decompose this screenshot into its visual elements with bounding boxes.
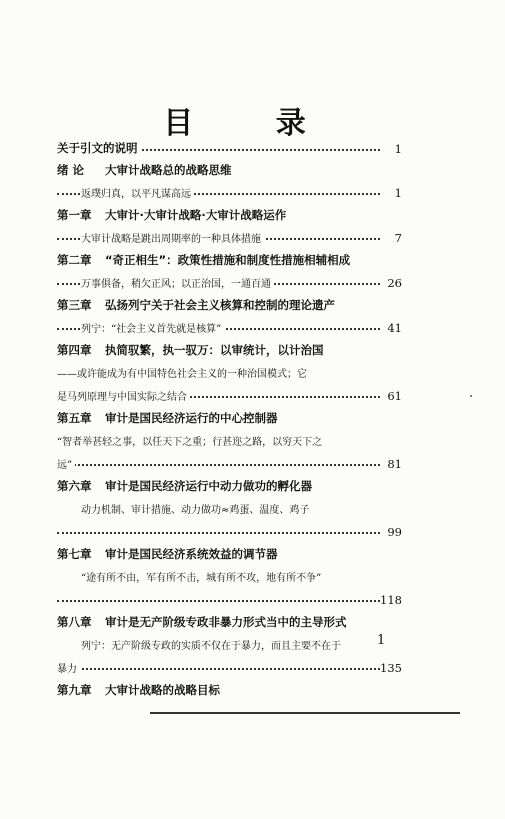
toc-heading [57,410,278,426]
footer-rule [150,712,460,714]
chapter-title: 审计是国民经济系统效益的调节器 [105,547,278,561]
chapter-number: 第五章 [57,411,92,425]
toc-entry[interactable] [57,272,402,293]
toc-entry[interactable] [57,138,402,158]
chapter-title: 执简驭繁，执一驭万：以审统计，以计治国 [105,343,324,357]
page-number: 99 [387,525,402,539]
entry-subtitle: ——或许能成为有中国特色社会主义的一种治国模式；它 [57,365,310,380]
entry-subtitle: 列宁：“社会主义首先就是核算” [81,320,224,335]
toc-heading [57,478,312,494]
toc-entry[interactable] [57,612,402,632]
toc-heading [57,252,350,268]
toc-entry[interactable] [57,566,402,587]
toc-entry[interactable] [57,476,402,496]
chapter-title: “奇正相生”：政策性措施和制度性措施相辅相成 [105,253,351,267]
page-number: 61 [387,389,402,403]
chapter-number: 关于引文的说明 [57,140,142,156]
chapter-title: 大审计·大审计战略·大审计战略运作 [105,208,287,222]
toc-entry[interactable] [57,521,402,542]
toc-heading [57,140,142,156]
toc-entry[interactable] [57,385,402,406]
leader-dots [57,464,380,466]
entry-subtitle: 返璞归真，以平凡谋高远 [81,185,194,200]
chapter-number: 第四章 [57,343,92,357]
toc-heading [57,342,324,358]
chapter-title: 审计是无产阶级专政非暴力形式当中的主导形式 [105,615,347,629]
entry-subtitle: 远” [57,456,75,471]
chapter-number: 第一章 [57,208,92,222]
chapter-number: 第六章 [57,479,92,493]
toc-entry[interactable] [57,205,402,225]
toc-entry[interactable] [57,250,402,270]
entry-subtitle: 是马列原理与中国实际之结合 [57,388,190,403]
toc-entry[interactable] [57,544,402,564]
entry-subtitle: “智者举甚轻之事，以任天下之重；行甚迩之路，以穷天下之 [57,433,325,448]
page-number: 135 [380,661,402,675]
entry-subtitle: 动力机制、审计措施、动力做功≈鸡蛋、温度、鸡子 [81,501,312,516]
entry-subtitle: 列宁：无产阶级专政的实质不仅在于暴力，而且主要不在于 [81,637,344,652]
entry-subtitle: 万事俱备，稍欠正风；以正治国，一通百通 [81,275,274,290]
chapter-number: 第九章 [57,683,92,697]
toc-heading [57,207,286,223]
toc-entry[interactable] [57,362,402,383]
toc-entry[interactable] [57,408,402,428]
toc-entry[interactable] [57,589,402,610]
entry-subtitle: “途有所不由，军有所不击，城有所不攻，地有所不争” [81,569,324,584]
chapter-number: 第三章 [57,298,92,312]
toc-entry[interactable] [57,657,402,678]
leader-dots [57,600,380,602]
toc-entry[interactable] [57,182,402,203]
page-number: 81 [387,457,402,471]
chapter-title: 审计是国民经济运行中动力做功的孵化器 [105,479,312,493]
page-number: 7 [394,231,402,245]
toc-heading [57,162,232,178]
toc-entry[interactable] [57,227,402,248]
chapter-number: 第七章 [57,547,92,561]
toc-entry[interactable] [57,453,402,474]
toc-heading [57,546,278,562]
toc [57,138,402,702]
entry-subtitle: 暴力 [57,660,80,675]
leader-dots [57,532,380,534]
scan-speck [470,395,472,397]
page-number: 41 [387,321,402,335]
toc-entry[interactable] [57,295,402,315]
toc-entry[interactable] [57,160,402,180]
chapter-title: 大审计战略的战略目标 [105,683,220,697]
toc-heading [57,682,220,698]
chapter-number: 第八章 [57,615,92,629]
chapter-number: 第二章 [57,253,92,267]
toc-entry[interactable] [57,340,402,360]
toc-entry[interactable] [57,680,402,700]
chapter-title: 审计是国民经济运行的中心控制器 [105,411,278,425]
entry-subtitle: 大审计战略是跳出周期率的一种具体措施 [81,230,264,245]
page-number: 1 [394,142,402,156]
toc-heading [57,614,347,630]
toc-entry[interactable] [57,430,402,451]
toc-entry[interactable] [57,317,402,338]
chapter-number: 绪 论 [57,163,85,177]
toc-entry[interactable] [57,634,402,655]
page-title: 目 录 [163,106,342,141]
page-number: 26 [387,276,402,290]
toc-entry[interactable] [57,498,402,519]
page-number: 1 [394,186,402,200]
leader-dots [57,668,380,670]
chapter-title: 大审计战略总的战略思维 [105,163,232,177]
chapter-title: 弘扬列宁关于社会主义核算和控制的理论遗产 [105,298,335,312]
toc-heading [57,297,335,313]
footer-page-number: 1 [377,633,386,648]
page-number: 118 [380,593,402,607]
